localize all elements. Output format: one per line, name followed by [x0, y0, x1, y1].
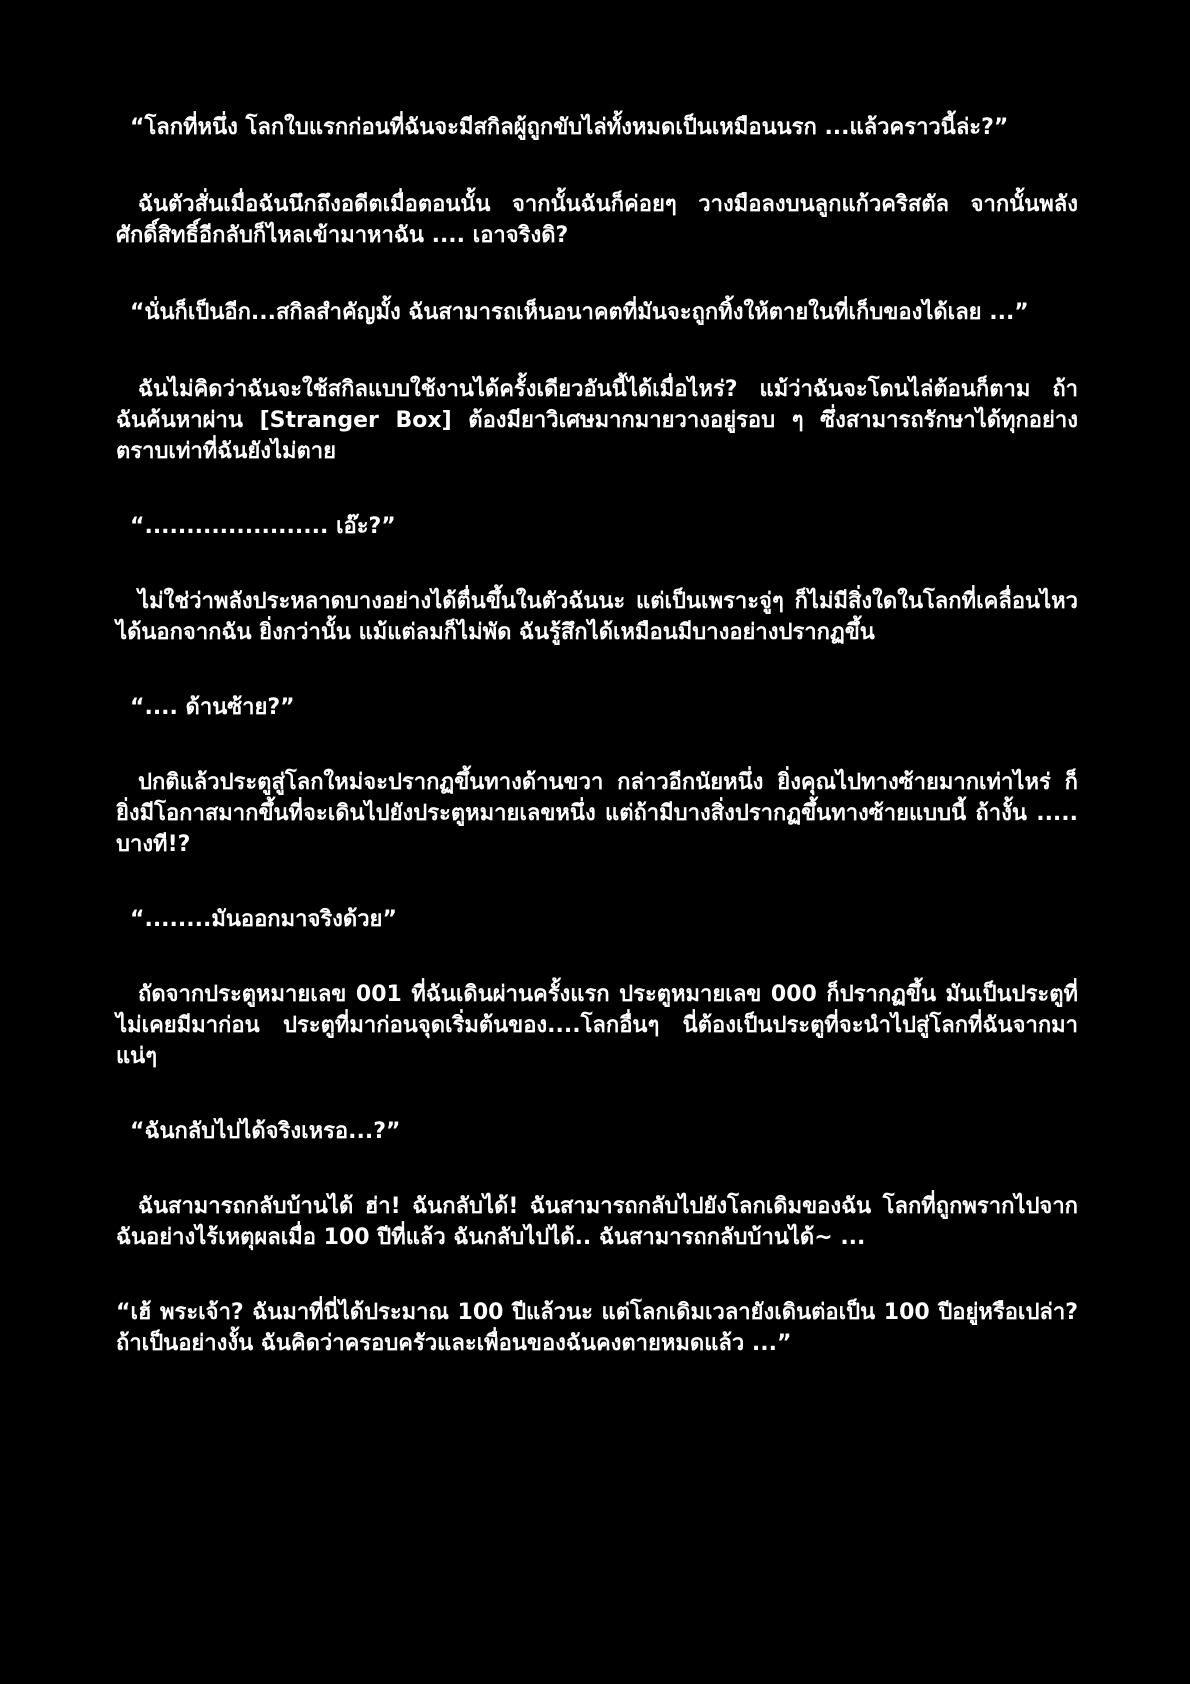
dialogue-paragraph: “.... ด้านซ้าย?” [130, 695, 295, 720]
document-page [116, 112, 1078, 1359]
dialogue-paragraph: “...................... เอ๊ะ?” [130, 514, 396, 539]
narration-paragraph: ฉันสามารถกลับบ้านได้ ฮ่า! ฉันกลับได้! ฉันสามารถกลับไปยังโลกเดิมของฉัน โลกที่ถูกพรากไปจากฉันอย่างไร้เหตุผลเมื่อ 100 ปีที่แล้ว ฉันกลับไปได้.. ฉันสามารถกลับบ้านได้~ ... [116, 1194, 1078, 1250]
dialogue-paragraph: “ฉันกลับไปได้จริงเหรอ...?” [130, 1119, 401, 1144]
dialogue-paragraph: “........มันออกมาจริงด้วย” [130, 907, 397, 932]
narration-paragraph: ฉันตัวสั่นเมื่อฉันนึกถึงอดีตเมื่อตอนนั้น จากนั้นฉันก็ค่อยๆ วางมือลงบนลูกแก้วคริสตัล จากนั้นพลังศักดิ์สิทธิ์อีกลับก็ไหลเข้ามาหาฉัน .... เอาจริงดิ? [116, 192, 1078, 248]
dialogue-paragraph: “โลกที่หนึ่ง โลกใบแรกก่อนที่ฉันจะมีสกิลผู้ถูกขับไล่ทั้งหมดเป็นเหมือนนรก ...แล้วคราวนี้ล่ะ?” [130, 115, 1009, 140]
dialogue-paragraph: “เฮ้ พระเจ้า? ฉันมาที่นี่ได้ประมาณ 100 ปีแล้วนะ แต่โลกเดิมเวลายังเดินต่อเป็น 100 ปีอยู่หรือเปล่า? ถ้าเป็นอย่างงั้น ฉันคิดว่าครอบครัวและเพื่อนของฉันคงตายหมดแล้ว ...” [116, 1300, 1078, 1356]
dialogue-paragraph: “นั่นก็เป็นอีก...สกิลสำคัญมั้ง ฉันสามารถเห็นอนาคตที่มันจะถูกทิ้งให้ตายในที่เก็บของได้เลย ...” [130, 300, 1029, 325]
narration-paragraph: ปกติแล้วประตูสู่โลกใหม่จะปรากฏขึ้นทางด้านขวา กล่าวอีกนัยหนึ่ง ยิ่งคุณไปทางซ้ายมากเท่าไหร่ ก็ยิ่งมีโอกาสมากขึ้นที่จะเดินไปยังประตูหมายเลขหนึ่ง แต่ถ้ามีบางสิ่งปรากฏขึ้นทางซ้ายแบบนี้ ถ้างั้น ..... บางที!? [116, 770, 1078, 857]
narration-paragraph: ฉันไม่คิดว่าฉันจะใช้สกิลแบบใช้งานได้ครั้งเดียวอันนี้ได้เมื่อไหร่? แม้ว่าฉันจะโดนไล่ต้อนก็ตาม ถ้าฉันค้นหาผ่าน [Stranger Box] ต้องมียาวิเศษมากมายวางอยู่รอบ ๆ ซึ่งสามารถรักษาได้ทุกอย่างตราบเท่าที่ฉันยังไม่ตาย [116, 377, 1078, 464]
narration-paragraph: ถัดจากประตูหมายเลข 001 ที่ฉันเดินผ่านครั้งแรก ประตูหมายเลข 000 ก็ปรากฏขึ้น มันเป็นประตูที่ไม่เคยมีมาก่อน ประตูที่มาก่อนจุดเริ่มต้นของ....โลกอื่นๆ นี่ต้องเป็นประตูที่จะนำไปสู่โลกที่ฉันจากมาแน่ๆ [116, 982, 1078, 1069]
narration-paragraph: ไม่ใช่ว่าพลังประหลาดบางอย่างได้ตื่นขึ้นในตัวฉันนะ แต่เป็นเพราะจู่ๆ ก็ไม่มีสิ่งใดในโลกที่เคลื่อนไหวได้นอกจากฉัน ยิ่งกว่านั้น แม้แต่ลมก็ไม่พัด ฉันรู้สึกได้เหมือนมีบางอย่างปรากฏขึ้น [116, 589, 1078, 645]
